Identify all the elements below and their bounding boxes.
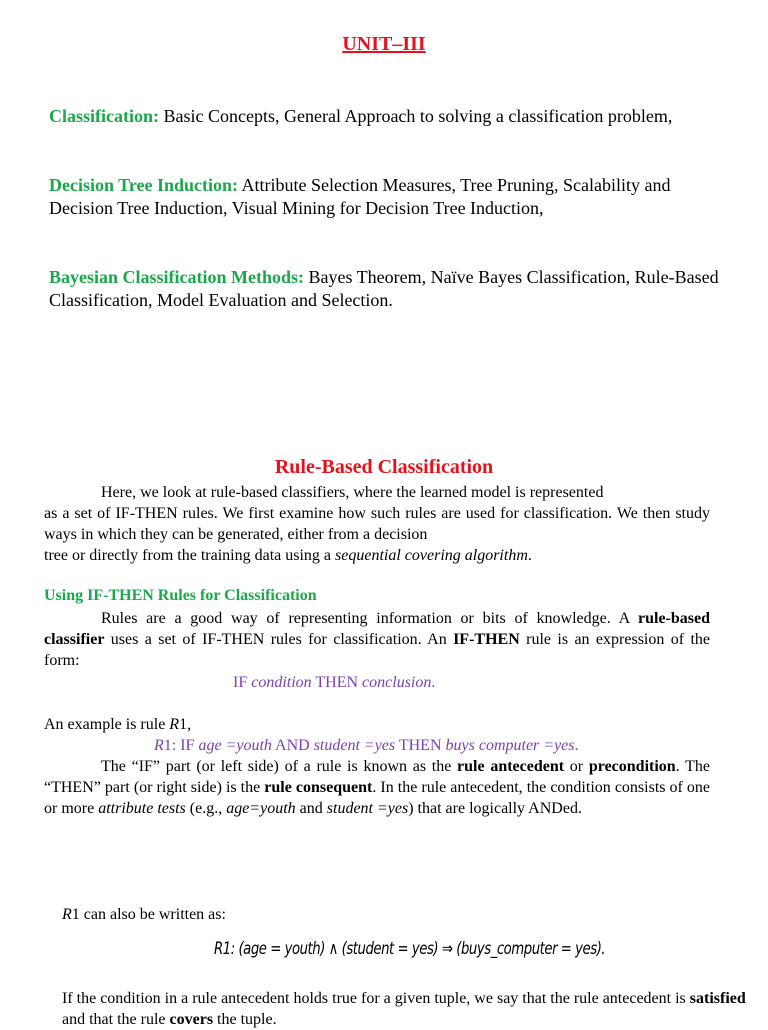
r1-rule (154, 735, 579, 756)
if-keyword: IF (233, 674, 252, 691)
ant-italic: age=youth (226, 800, 296, 817)
sat-text: the tuple. (213, 1011, 277, 1028)
subheading: Using IF-THEN Rules for Classification (44, 587, 317, 604)
rule-text: 1: IF (163, 737, 199, 754)
ant-bold: rule antecedent (457, 758, 565, 775)
rule-attr: student =yes (313, 737, 396, 754)
condition-word: condition (251, 674, 312, 691)
rules-text: Rules are a good way of representing information or bits of knowledge. A (101, 610, 638, 627)
topic-bayesian (49, 266, 729, 312)
topic-head: Bayesian Classification Methods: (49, 267, 305, 287)
rules-bold: rule-based classifier (44, 610, 710, 648)
rule-attr: buys computer =yes (445, 737, 575, 754)
sat-text: and that the rule (62, 1011, 170, 1028)
intro-text: tree or directly from the training data using a (44, 547, 336, 564)
topic-head: Classification: (49, 106, 159, 126)
section-title: Rule-Based Classification (274, 456, 494, 478)
ant-italic: attribute tests (98, 800, 186, 817)
ant-bold: precondition (588, 758, 676, 775)
antecedent-paragraph (44, 756, 710, 819)
ant-text: The “IF” part (or left side) of a rule is known as the (101, 758, 458, 775)
rules-text: uses a set of IF-THEN rules for classification. An (104, 631, 454, 648)
also-written (62, 904, 226, 925)
ant-italic: student =yes (326, 800, 409, 817)
ant-text: or (564, 758, 589, 775)
topic-classification (49, 105, 729, 128)
topic-decision-tree (49, 174, 729, 220)
intro-text: . (527, 547, 532, 564)
topic-text: Attribute Selection Measures, Tree Pruning, Scalability and Decision Tree Induction, Visual Mining for Decision Tree Induction, (49, 175, 671, 218)
sat-bold: satisfied (689, 990, 746, 1007)
example-text: 1, (179, 716, 192, 733)
period: . (431, 674, 436, 691)
topic-text: Basic Concepts, General Approach to solving a classification problem, (159, 106, 673, 126)
rule-formula: R1: (age = youth) ∧ (student = yes) ⇒ (buys_computer = yes). (214, 939, 606, 959)
ant-bold: rule consequent (264, 779, 373, 796)
unit-title: UNIT–III (342, 33, 426, 55)
ant-text: . The “THEN” part (or right side) is the (44, 758, 710, 796)
rules-bold: IF-THEN (453, 631, 520, 648)
rule-attr: age =youth (198, 737, 272, 754)
intro-line-1: Here, we look at rule-based classifiers, where the learned model is represented (101, 484, 604, 501)
also-text: 1 can also be written as: (71, 906, 226, 923)
ant-text: . In the rule antecedent, the condition consists of one or more (44, 779, 711, 817)
ant-text: ) that are logically ANDed. (408, 800, 582, 817)
intro-emphasis: sequential covering algorithm (335, 547, 528, 564)
ant-text: and (295, 800, 327, 817)
rule-letter: R (62, 906, 72, 923)
conclusion-word: conclusion (362, 674, 432, 691)
ant-text: (e.g., (185, 800, 227, 817)
intro-line-2: as a set of IF-THEN rules. We first examine how such rules are used for classification. We then study ways in which they can be generated, either from a decision (44, 505, 710, 543)
if-then-form (233, 672, 435, 693)
rules-text: rule is an expression of the form: (44, 631, 711, 669)
example-intro (44, 714, 191, 735)
rules-paragraph (44, 608, 710, 671)
rule-letter: R (154, 737, 164, 754)
rule-text: THEN (395, 737, 446, 754)
rule-text: . (574, 737, 579, 754)
sat-bold: covers (169, 1011, 214, 1028)
topic-text: Bayes Theorem, Naïve Bayes Classification, Rule-Based Classification, Model Evaluation and Selection. (49, 267, 719, 310)
then-keyword: THEN (311, 674, 363, 691)
intro-line-3 (44, 545, 724, 566)
rule-letter: R (169, 716, 180, 733)
sat-text: If the condition in a rule antecedent holds true for a given tuple, we say that the rule antecedent is (62, 990, 690, 1007)
topic-head: Decision Tree Induction: (49, 175, 239, 195)
example-text: An example is rule (44, 716, 170, 733)
rule-text: AND (271, 737, 314, 754)
